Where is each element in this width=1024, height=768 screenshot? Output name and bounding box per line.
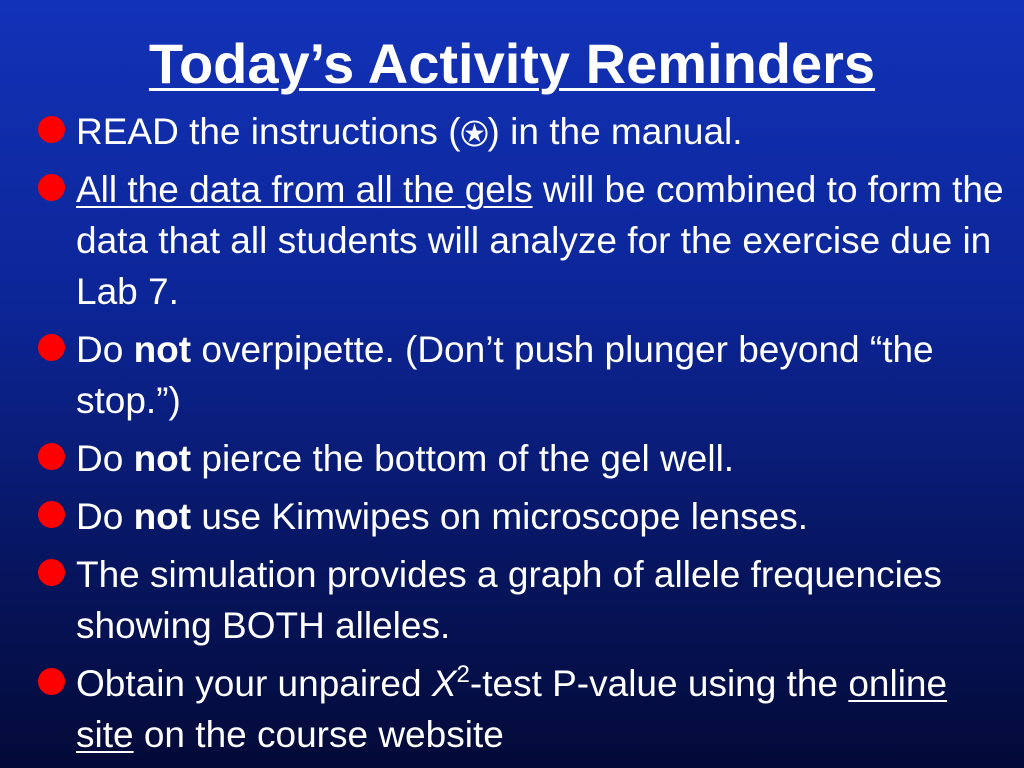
bullet-prefix: Do: [76, 496, 134, 537]
bullet-emphasis: not: [133, 438, 192, 479]
bullet-text: use Kimwipes on microscope lenses.: [191, 496, 809, 537]
bullet-emphasis: not: [133, 329, 192, 370]
bullet-text-after: ) in the manual.: [487, 111, 743, 152]
bullet-list: [36, 106, 1011, 767]
bullet-text: The simulation provides a graph of allele frequencies showing BOTH alleles.: [76, 554, 942, 646]
bullet-dot-icon: [38, 116, 65, 143]
bullet-dot-icon: [38, 559, 65, 586]
bullet-item-combined-data: [36, 164, 1011, 317]
bullet-item-read-instructions: [36, 106, 1011, 157]
bullet-text: will be combined to form the data that all students will analyze for the exercise due in Lab 7.: [76, 169, 1004, 312]
bullet-dot-icon: [38, 443, 65, 470]
bullet-dot-icon: [38, 174, 65, 201]
bullet-dot-icon: [38, 334, 65, 361]
online-site-link[interactable]: online site: [76, 663, 948, 755]
star-icon: [461, 120, 488, 147]
bullet-item-kimwipes: [36, 491, 1011, 542]
bullet-item-simulation: [36, 549, 1011, 651]
chi-symbol: X: [431, 663, 457, 704]
gels-data-link[interactable]: All the data from all the gels: [76, 169, 533, 210]
bullet-text: overpipette. (Don’t push plunger beyond “the stop.”): [76, 329, 934, 421]
bullet-dot-icon: [38, 501, 65, 528]
bullet-text-middle: -test P-value using the: [469, 663, 849, 704]
bullet-dot-icon: [38, 668, 65, 695]
bullet-item-overpipette: [36, 324, 1011, 426]
bullet-prefix: Do: [76, 329, 134, 370]
bullet-text-before: Obtain your unpaired: [76, 663, 432, 704]
bullet-prefix: Do: [76, 438, 134, 479]
bullet-text-before: READ the instructions (: [76, 111, 461, 152]
slide-title: Today’s Activity Reminders: [148, 32, 876, 95]
bullet-item-p-value: [36, 658, 1011, 760]
bullet-text: pierce the bottom of the gel well.: [191, 438, 735, 479]
chi-superscript: 2: [456, 661, 470, 688]
bullet-text-after: on the course website: [133, 714, 504, 755]
bullet-item-gel-well: [36, 433, 1011, 484]
bullet-emphasis: not: [133, 496, 192, 537]
